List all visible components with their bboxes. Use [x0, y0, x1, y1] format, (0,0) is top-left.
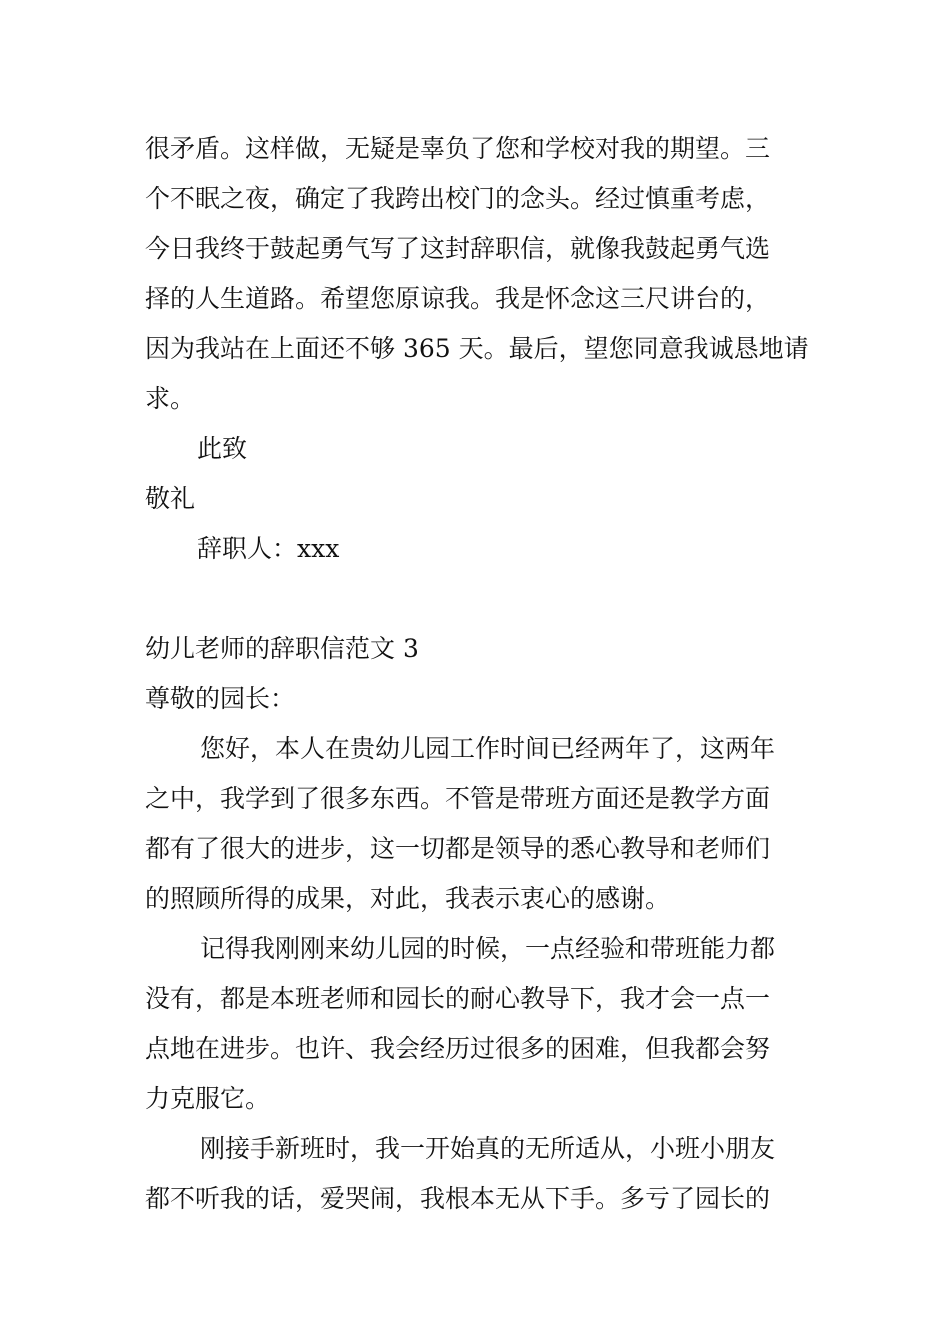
- text-line: 因为我站在上面还不够 365 天。最后，望您同意我诚恳地请: [145, 334, 809, 363]
- text-line: 求。: [145, 384, 196, 413]
- text-line: 没有，都是本班老师和园长的耐心教导下，我才会一点一: [145, 984, 771, 1013]
- text-line: 力克服它。: [145, 1084, 271, 1113]
- salutation: 尊敬的园长：: [145, 684, 296, 713]
- signature: 辞职人：xxx: [197, 534, 340, 563]
- text-line: 很矛盾。这样做，无疑是辜负了您和学校对我的期望。三: [145, 134, 771, 163]
- closing-salutation: 此致: [197, 434, 248, 463]
- previous-letter-paragraph: [145, 124, 810, 424]
- blank-line: [145, 574, 810, 624]
- text-line: 个不眠之夜，确定了我跨出校门的念头。经过慎重考虑，: [145, 184, 771, 213]
- text-line: 之中，我学到了很多东西。不管是带班方面还是教学方面: [145, 784, 771, 813]
- section-title: 幼儿老师的辞职信范文 3: [145, 634, 419, 663]
- paragraph-2: [145, 924, 810, 1124]
- closing-regards: 敬礼: [145, 484, 196, 513]
- text-line: 记得我刚刚来幼儿园的时候，一点经验和带班能力都: [200, 934, 776, 963]
- paragraph-3: [145, 1124, 810, 1224]
- text-line: 今日我终于鼓起勇气写了这封辞职信，就像我鼓起勇气选: [145, 234, 771, 263]
- document-page: [145, 124, 810, 1224]
- text-line: 您好，本人在贵幼儿园工作时间已经两年了，这两年: [200, 734, 776, 763]
- text-line: 都不听我的话，爱哭闹，我根本无从下手。多亏了园长的: [145, 1184, 771, 1213]
- text-line: 都有了很大的进步，这一切都是领导的悉心教导和老师们: [145, 834, 771, 863]
- text-line: 刚接手新班时，我一开始真的无所适从，小班小朋友: [200, 1134, 776, 1163]
- text-line: 择的人生道路。希望您原谅我。我是怀念这三尺讲台的，: [145, 284, 771, 313]
- text-line: 点地在进步。也许、我会经历过很多的困难，但我都会努: [145, 1034, 771, 1063]
- paragraph-1: [145, 724, 810, 924]
- text-line: 的照顾所得的成果，对此，我表示衷心的感谢。: [145, 884, 671, 913]
